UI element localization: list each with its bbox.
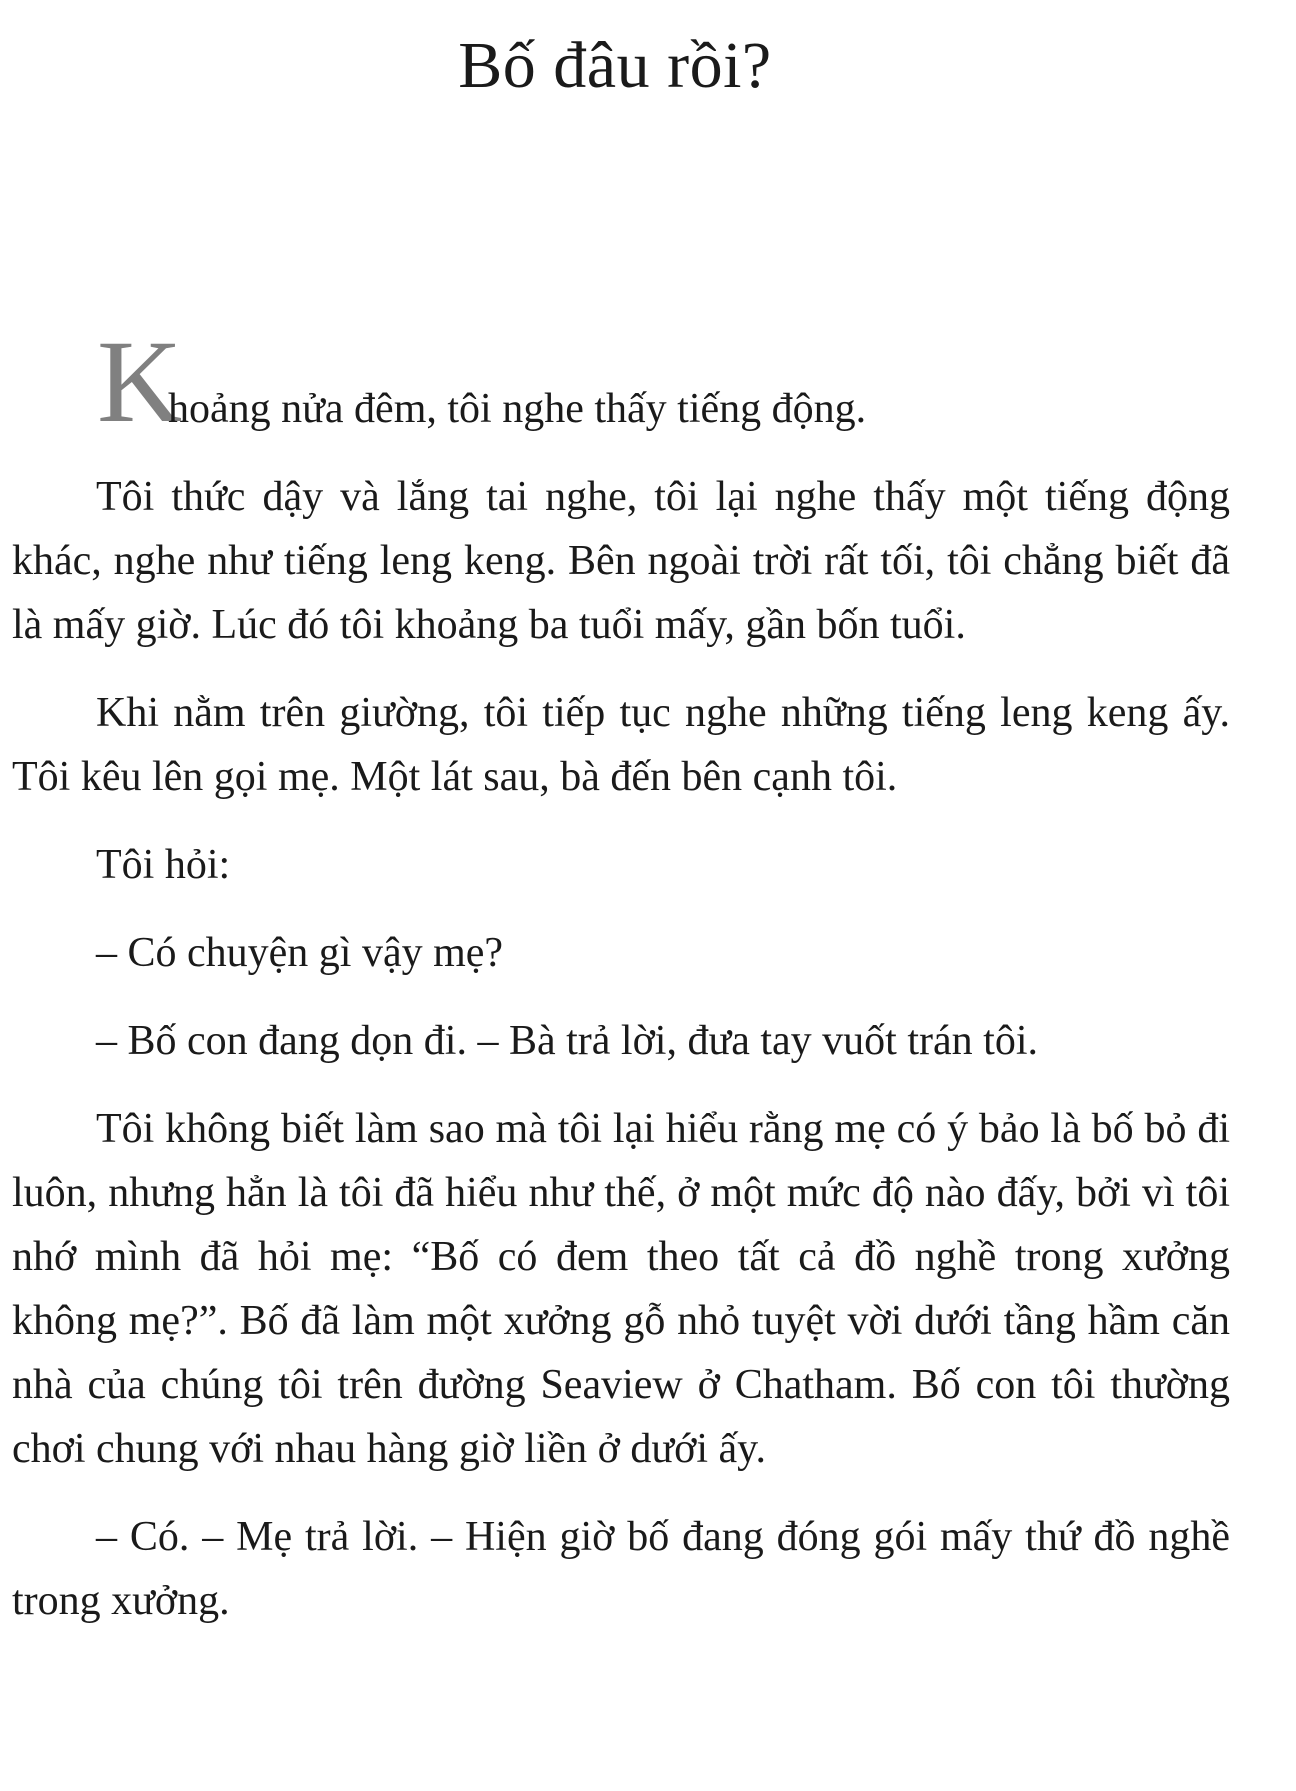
paragraph-2: Tôi thức dậy và lắng tai nghe, tôi lại nghe thấy một tiếng động khác, nghe như tiếng leng keng. Bên ngoài trời rất tối, tôi chẳng biết đã là mấy giờ. Lúc đó tôi khoảng ba tuổi mấy, gần bốn tuổi. (12, 474, 1230, 648)
paragraph-7: Tôi không biết làm sao mà tôi lại hiểu rằng mẹ có ý bảo là bố bỏ đi luôn, nhưng hẳn là tôi đã hiểu như thế, ở một mức độ nào đấy, bởi vì tôi nhớ mình đã hỏi mẹ: “Bố có đem theo tất cả đồ nghề trong xưởng không mẹ?”. Bố đã làm một xưởng gỗ nhỏ tuyệt vời dưới tầng hầm căn nhà của chúng tôi trên đường Seaview ở Chatham. Bố con tôi thường chơi chung với nhau hàng giờ liền ở dưới ấy. (12, 1106, 1230, 1472)
drop-cap: K (97, 316, 183, 447)
paragraph-3: Khi nằm trên giường, tôi tiếp tục nghe những tiếng leng keng ấy. Tôi kêu lên gọi mẹ. Một lát sau, bà đến bên cạnh tôi. (12, 690, 1230, 800)
dialogue-line-1: – Có chuyện gì vậy mẹ? (96, 930, 504, 976)
opening-paragraph (12, 316, 1230, 447)
chapter-body (12, 316, 1230, 1657)
chapter-title: Bố đâu rồi? (458, 29, 772, 102)
paragraph-4: Tôi hỏi: (96, 842, 231, 888)
dialogue-line-3: – Có. – Mẹ trả lời. – Hiện giờ bố đang đóng gói mấy thứ đồ nghề trong xưởng. (12, 1514, 1230, 1624)
dialogue-line-2: – Bố con đang dọn đi. – Bà trả lời, đưa tay vuốt trán tôi. (96, 1018, 1038, 1064)
opening-paragraph-text: hoảng nửa đêm, tôi nghe thấy tiếng động. (168, 386, 867, 432)
